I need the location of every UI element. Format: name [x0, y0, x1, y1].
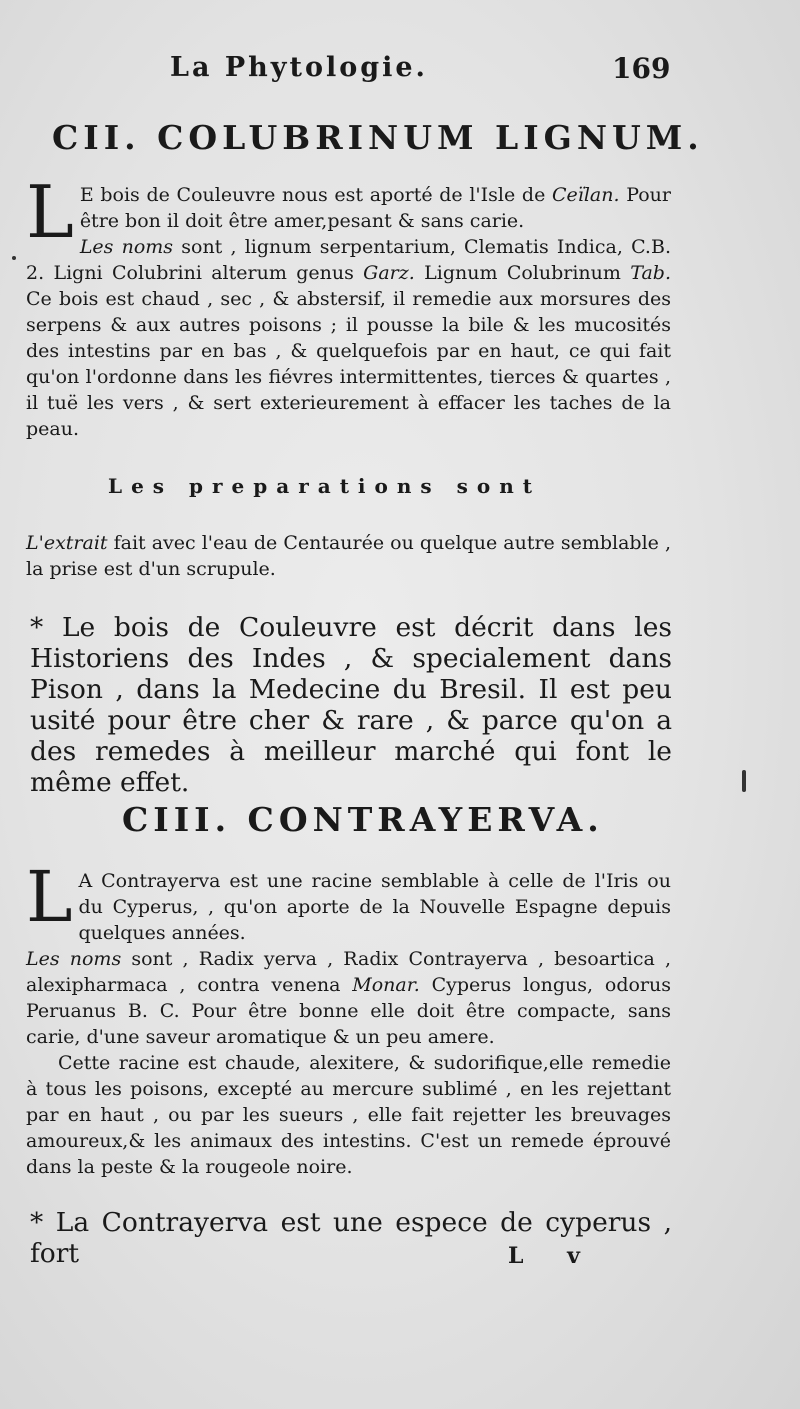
author-abbrev: Garz. — [363, 262, 415, 284]
page-header — [0, 48, 800, 88]
names-text: sont , Radix yerva , Radix Contrayerva , besoartica , alexipharmaca , contra venena — [26, 948, 671, 996]
ink-speck — [12, 256, 16, 260]
contrayerva-note: * La Contrayerva est une espece de cyperus , fort — [30, 1207, 672, 1269]
contrayerva-names — [26, 946, 671, 1050]
intro-text: A Contrayerva est une racine semblable à celle de l'Iris ou du Cyperus, , qu'on aporte de la Nouvelle Espagne depuis quelques années. — [78, 870, 671, 944]
names-text-2: Cyperus longus, odorus Peruanus B. C. Pour être bonne elle doit être compacte, sans carie, d'une saveur aromatique & un peu amere. — [26, 974, 671, 1048]
drop-cap: L — [26, 170, 74, 254]
running-title: La Phytologie. — [170, 52, 428, 83]
names-text: sont , lignum serpentarium, Clematis Indica, C.B. 2. Ligni Colubrini alterum genus — [26, 236, 671, 284]
page-number: 169 — [612, 52, 671, 85]
section-heading-contrayerva: CIII. CONTRAYERVA. — [122, 800, 604, 839]
names-label: Les noms — [79, 236, 174, 258]
signature-mark: L v — [508, 1243, 598, 1269]
drop-cap: L — [26, 856, 73, 938]
place-name: Ceïlan. — [552, 184, 620, 206]
colubrinum-note: * Le bois de Couleuvre est décrit dans les Historiens des Indes , & specialement dans Pison , dans la Medecine du Bresil. Il est peu usité pour être cher & rare , & parce qu'on a des remedes à meilleur marché qui font le même effet. — [30, 612, 672, 798]
names-label: Les noms — [26, 948, 122, 970]
ink-speck — [742, 770, 746, 792]
contrayerva-virtues: Cette racine est chaude, alexitere, & sudorifique,elle remedie à tous les poisons, excepté au mercure sublimé , en les rejettant par en haut , ou par les sueurs , elle fait rejetter les breuvages amoureux,& les animaux des intestins. C'est un remede éprouvé dans la peste & la rougeole noire. — [26, 1052, 671, 1178]
intro-text-2: Pour être bon il doit être amer,pesant & sans carie. — [79, 184, 671, 232]
intro-text: E bois de Couleuvre nous est aporté de l'Isle de — [79, 184, 552, 206]
preparations-heading: Les preparations sont — [108, 474, 542, 498]
extract-paragraph — [26, 530, 671, 582]
author-abbrev: Tab. — [630, 262, 671, 284]
section-heading-colubrinum: CII. COLUBRINUM LIGNUM. — [52, 118, 704, 157]
colubrinum-paragraph — [26, 170, 671, 442]
extract-label: L'extrait — [26, 532, 108, 554]
virtues-text: Ce bois est chaud , sec , & abstersif, il remedie aux morsures des serpens & aux autres poisons ; il pousse la bile & les mucosités des intestins par en bas , & quelquefois par en haut, ce qui fait qu'on l'ordonne dans les fiévres intermittentes, tierces & quartes , il tuë les vers , & sert exterieurement à effacer les taches de la peau. — [26, 288, 671, 440]
extract-text: fait avec l'eau de Centaurée ou quelque autre semblable , la prise est d'un scrupule. — [26, 532, 671, 580]
contrayerva-intro — [26, 856, 671, 946]
names-text-2: Lignum Colubrinum — [414, 262, 631, 284]
author-abbrev: Monar. — [352, 974, 420, 996]
